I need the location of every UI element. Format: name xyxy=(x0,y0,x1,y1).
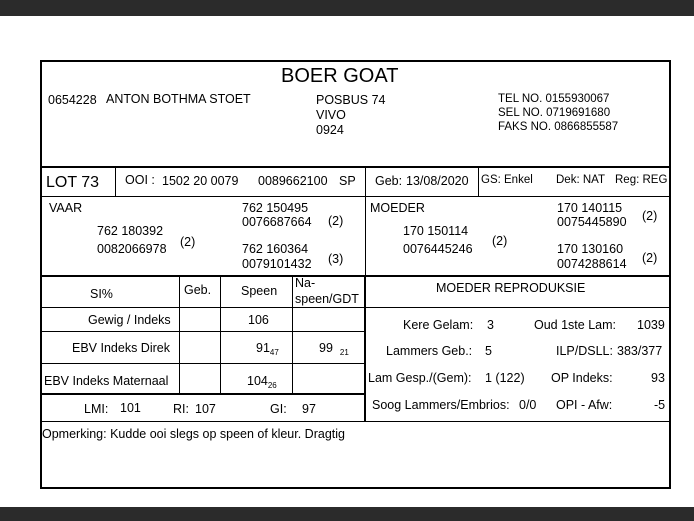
top-border-bar xyxy=(0,0,694,16)
vaar-dam-id: 762 160364 xyxy=(242,242,309,256)
moeder-sire-number: 0075445890 xyxy=(557,215,627,229)
address-line-1: POSBUS 74 xyxy=(316,93,386,107)
op-indeks-label: OP Indeks: xyxy=(551,371,613,385)
bottom-border-bar xyxy=(0,507,694,521)
ooi-label: OOI : xyxy=(125,173,155,187)
vaar-sire-id: 762 150495 xyxy=(242,201,309,215)
opmerking-text: Kudde ooi slegs op speen of kleur. Dragtig xyxy=(110,427,345,441)
moeder-count: (2) xyxy=(492,234,508,248)
lot-number: LOT 73 xyxy=(46,174,100,191)
vaar-dam-number: 0079101432 xyxy=(242,257,312,271)
vaar-sire-number: 0076687664 xyxy=(242,215,312,229)
ebv-direk-speen xyxy=(256,341,279,360)
moeder-sire-id: 170 140115 xyxy=(557,201,623,215)
gi-value: 97 xyxy=(302,402,316,416)
lammers-geb-value: 5 xyxy=(485,344,492,358)
ebv-direk-naspeen xyxy=(319,341,349,360)
opmerking-line xyxy=(42,427,345,441)
oud-lam-label: Oud 1ste Lam: xyxy=(534,318,616,332)
gs-field: GS: Enkel xyxy=(481,174,533,186)
dek-field: Dek: NAT xyxy=(556,174,605,186)
moeder-dam-number: 0074288614 xyxy=(557,257,627,271)
ebv-direk-label: EBV Indeks Direk xyxy=(72,341,170,355)
gi-label: GI: xyxy=(270,402,287,416)
opmerking-label: Opmerking: xyxy=(42,427,107,441)
lam-gesp-value: 1 (122) xyxy=(485,371,525,385)
naspeen-header-line-2: speen/GDT xyxy=(295,292,359,306)
naspeen-header-line-1: Na- xyxy=(295,276,316,290)
lmi-value: 101 xyxy=(120,401,141,415)
ebv-maternaal-speen-sub: 26 xyxy=(267,381,277,390)
soog-value: 0/0 xyxy=(519,398,537,412)
ooi-code: SP xyxy=(339,174,356,188)
kere-gelam-label: Kere Gelam: xyxy=(403,318,474,332)
speen-header: Speen xyxy=(241,284,278,298)
op-indeks-value: 93 xyxy=(651,371,665,385)
breeder-id: 0654228 xyxy=(48,93,97,107)
moeder-label: MOEDER xyxy=(370,201,425,215)
geb-header: Geb. xyxy=(184,283,212,297)
address-line-3: 0924 xyxy=(316,123,344,137)
gewig-indeks-speen: 106 xyxy=(248,313,269,327)
geb-label: Geb: xyxy=(375,174,403,188)
reg-field: Reg: REG xyxy=(615,174,668,186)
moeder-sire-count: (2) xyxy=(642,209,658,223)
lammers-geb-label: Lammers Geb.: xyxy=(386,344,473,358)
breeder-name: ANTON BOTHMA STOET xyxy=(106,92,251,106)
geb-date: 13/08/2020 xyxy=(406,174,469,188)
opi-value: -5 xyxy=(654,398,666,412)
gewig-indeks-label: Gewig / Indeks xyxy=(88,313,171,327)
lam-gesp-label: Lam Gesp./(Gem): xyxy=(368,371,472,385)
moeder-dam-count: (2) xyxy=(642,251,658,265)
moeder-id: 170 150114 xyxy=(403,224,469,238)
vaar-sire-count: (2) xyxy=(328,214,344,228)
document-title: BOER GOAT xyxy=(281,65,399,87)
ebv-direk-speen-value: 91 xyxy=(256,341,270,355)
vaar-label: VAAR xyxy=(49,201,83,215)
ri-value: 107 xyxy=(195,402,216,416)
vaar-count: (2) xyxy=(180,235,196,249)
si-header: SI% xyxy=(90,287,113,301)
moeder-reproduksie-title: MOEDER REPRODUKSIE xyxy=(436,281,586,295)
ilp-label: ILP/DSLL: xyxy=(556,344,613,358)
vaar-dam-count: (3) xyxy=(328,252,344,266)
soog-label: Soog Lammers/Embrios: xyxy=(372,398,510,412)
ebv-direk-naspeen-value: 99 xyxy=(319,341,333,355)
faks-number: FAKS NO. 0866855587 xyxy=(498,121,619,133)
address-line-2: VIVO xyxy=(316,108,346,122)
sel-number: SEL NO. 0719691680 xyxy=(498,107,611,119)
kere-gelam-value: 3 xyxy=(487,318,494,332)
lmi-label: LMI: xyxy=(84,402,109,416)
vaar-number: 0082066978 xyxy=(97,242,167,256)
moeder-number: 0076445246 xyxy=(403,242,473,256)
moeder-dam-id: 170 130160 xyxy=(557,242,624,256)
tel-number: TEL NO. 0155930067 xyxy=(498,93,610,105)
ebv-direk-naspeen-sub: 21 xyxy=(339,348,349,357)
ilp-value: 383/377 xyxy=(617,344,663,358)
oud-lam-value: 1039 xyxy=(637,318,665,332)
ooi-id: 0089662100 xyxy=(258,174,328,188)
opi-label: OPI - Afw: xyxy=(556,398,613,412)
ebv-maternaal-speen-value: 104 xyxy=(247,374,268,388)
ebv-direk-speen-sub: 47 xyxy=(269,348,279,357)
ooi-number: 1502 20 0079 xyxy=(162,174,239,188)
ebv-maternaal-speen xyxy=(247,374,277,393)
vaar-id: 762 180392 xyxy=(97,224,164,238)
ri-label: RI: xyxy=(173,402,189,416)
ebv-maternaal-label: EBV Indeks Maternaal xyxy=(44,374,169,388)
